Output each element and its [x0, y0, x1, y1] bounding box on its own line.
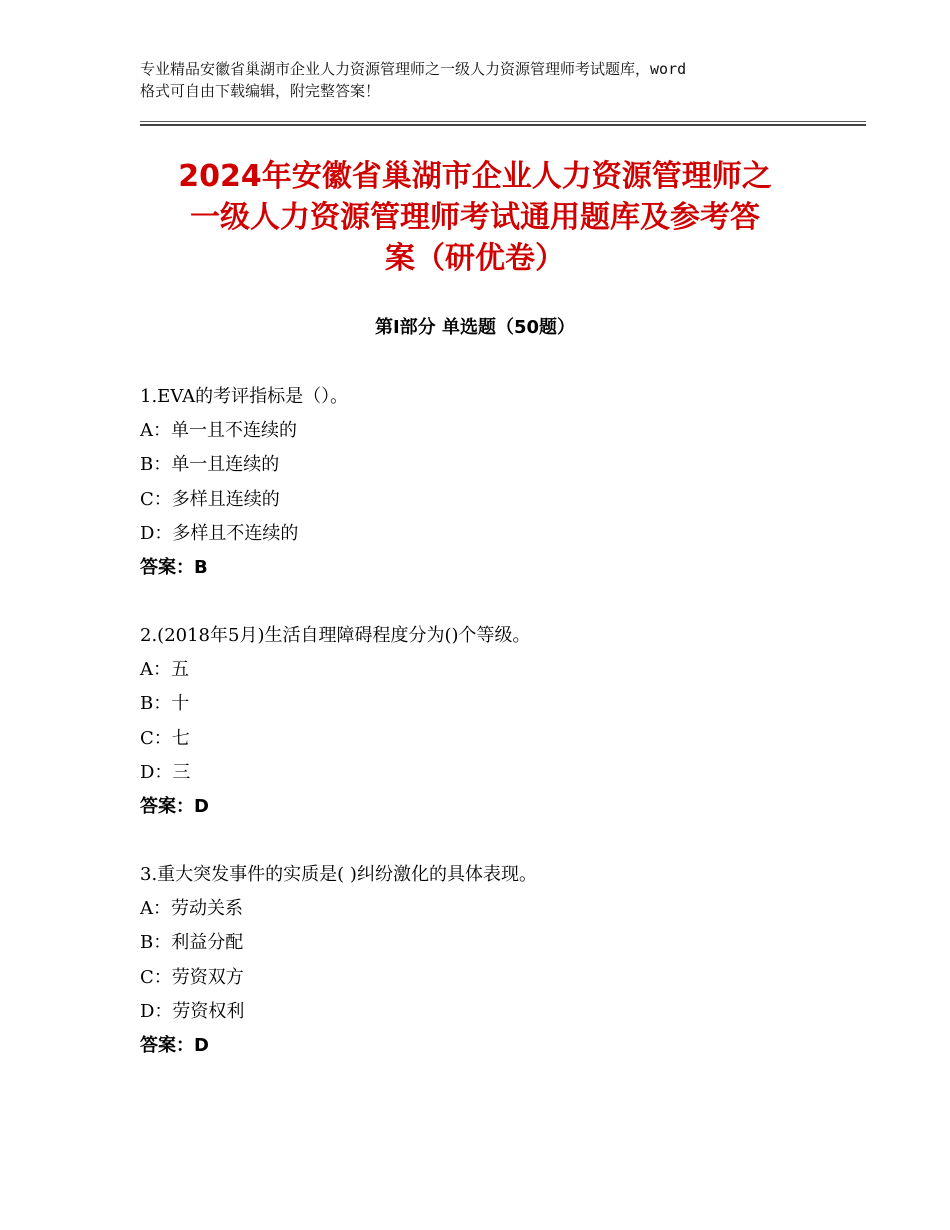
option-a: A：单一且不连续的 [140, 420, 297, 442]
option-c: C：七 [140, 727, 190, 749]
option-c: C：多样且连续的 [140, 488, 280, 510]
document-title-line-3: 案（研优卷） [385, 241, 565, 276]
option-a: A：劳动关系 [140, 898, 243, 920]
header-note-line-2: 格式可自由下载编辑，附完整答案！ [140, 82, 381, 100]
question-stem: 1.EVA的考评指标是（）。 [140, 386, 349, 407]
question-stem: 3.重大突发事件的实质是( )纠纷激化的具体表现。 [140, 864, 537, 885]
header-divider-thin [140, 121, 866, 122]
option-a: A：五 [140, 659, 189, 681]
question-2 [140, 622, 860, 827]
answer: 答案：B [140, 556, 208, 578]
question-1 [140, 383, 860, 588]
question-3 [140, 861, 860, 1066]
option-d: D：多样且不连续的 [140, 522, 299, 544]
option-d: D：劳资权利 [140, 1000, 245, 1022]
header-divider-thick [140, 124, 866, 126]
option-d: D：三 [140, 761, 191, 783]
answer: 答案：D [140, 795, 209, 817]
header-note-line-1: 专业精品安徽省巢湖市企业人力资源管理师之一级人力资源管理师考试题库，word [140, 60, 687, 78]
option-b: B：十 [140, 693, 190, 715]
header-note [140, 58, 840, 102]
option-b: B：利益分配 [140, 932, 244, 954]
answer: 答案：D [140, 1034, 209, 1056]
document-title-line-2: 一级人力资源管理师考试通用题库及参考答 [190, 200, 760, 235]
question-stem: 2.(2018年5月)生活自理障碍程度分为()个等级。 [140, 625, 531, 646]
option-c: C：劳资双方 [140, 966, 244, 988]
document-title-line-1: 2024年安徽省巢湖市企业人力资源管理师之 [178, 159, 772, 194]
option-b: B：单一且连续的 [140, 454, 280, 476]
section-title: 第Ⅰ部分 单选题（50题） [374, 317, 575, 338]
document-title [120, 156, 830, 279]
